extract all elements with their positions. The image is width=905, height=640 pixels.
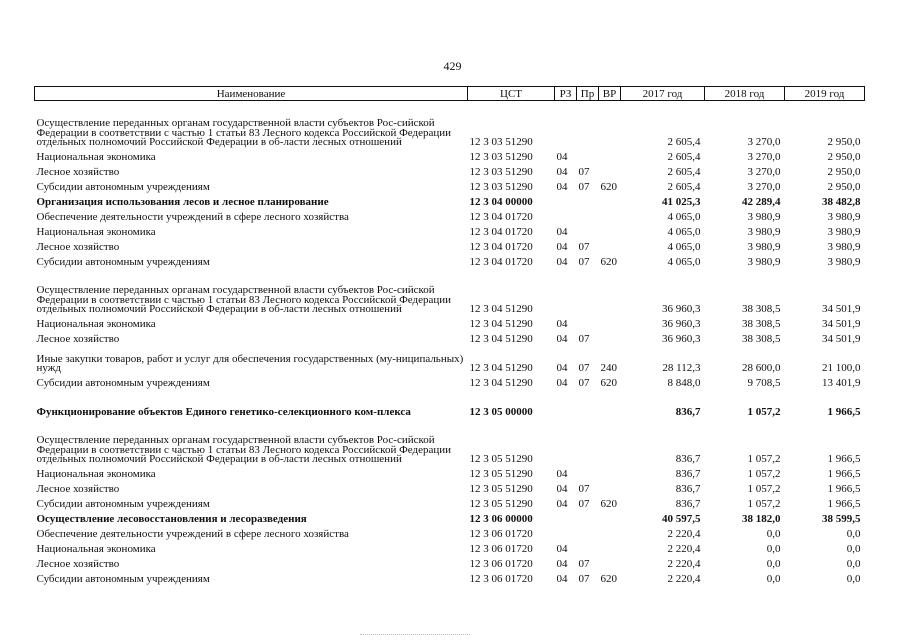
cell-pr <box>577 268 599 315</box>
cell-pr <box>577 540 599 555</box>
cell-value-2017: 36 960,3 <box>662 333 701 346</box>
table-row <box>35 148 865 163</box>
table-row <box>35 178 865 193</box>
cell-pr: 07 <box>578 333 590 346</box>
cell-value-2019: 3 980,9 <box>827 241 861 254</box>
table-row <box>35 223 865 238</box>
cell-value-2019: 0,0 <box>846 558 861 571</box>
cell-cst: 12 3 05 51290 <box>469 483 533 496</box>
cell-name: Иные закупки товаров, работ и услуг для обеспечения государственных (му-ниципальных) нужд <box>36 352 464 375</box>
cell-value-2019: 1 966,5 <box>827 468 861 481</box>
cell-cst: 12 3 05 51290 <box>469 498 533 511</box>
cell-value-2018: 9 708,5 <box>747 377 781 390</box>
cell-cst: 12 3 04 51290 <box>469 377 533 390</box>
cell-rz <box>555 193 577 208</box>
cell-vr <box>599 148 621 163</box>
cell-cst: 12 3 04 01720 <box>469 226 533 239</box>
cell-value-2017: 2 605,4 <box>667 136 701 149</box>
cell-vr <box>599 315 621 330</box>
cell-value-2017: 4 065,0 <box>667 226 701 239</box>
cell-pr: 07 <box>578 558 590 571</box>
cell-pr: 07 <box>578 377 590 390</box>
cell-name: Осуществление лесовосстановления и лесоразведения <box>36 513 307 526</box>
cell-rz: 04 <box>556 181 568 194</box>
cell-value-2017: 836,7 <box>675 406 701 419</box>
cell-pr: 07 <box>578 362 590 375</box>
budget-table <box>34 86 865 585</box>
col-header-2019: 2019 год <box>785 87 865 101</box>
cell-pr <box>577 101 599 149</box>
cell-rz: 04 <box>556 468 568 481</box>
cell-value-2019: 38 482,8 <box>822 196 861 209</box>
col-header-name: Наименование <box>35 87 468 101</box>
cell-cst: 12 3 06 01720 <box>469 573 533 586</box>
cell-name: Обеспечение деятельности учреждений в сфере лесного хозяйства <box>36 211 349 224</box>
cell-name: Функционирование объектов Единого генетико-селекционного ком-плекса <box>36 406 411 419</box>
cell-value-2017: 8 848,0 <box>667 377 701 390</box>
cell-rz <box>555 510 577 525</box>
cell-name: Национальная экономика <box>36 226 156 239</box>
cell-rz: 04 <box>556 483 568 496</box>
cell-cst: 12 3 03 51290 <box>469 151 533 164</box>
cell-vr: 620 <box>600 377 617 390</box>
cell-pr <box>577 465 599 480</box>
cell-value-2018: 38 182,0 <box>742 513 781 526</box>
cell-name: Осуществление переданных органам государственной власти субъектов Рос-сийской Федерации в соответствии с частью 1 статьи 83 Лесного кодекса Российской Федерации отдельных полномочий Российской Федерации в об-ласти лесных отношений <box>36 117 452 149</box>
cell-value-2018: 1 057,2 <box>747 483 781 496</box>
cell-name: Национальная экономика <box>36 543 156 556</box>
cell-value-2019: 3 980,9 <box>827 211 861 224</box>
cell-cst: 12 3 04 51290 <box>469 362 533 375</box>
cell-rz <box>555 101 577 149</box>
cell-rz <box>555 208 577 223</box>
table-row <box>35 268 865 315</box>
cell-value-2019: 1 966,5 <box>827 406 861 419</box>
table-row <box>35 540 865 555</box>
page-number: 429 <box>443 59 462 73</box>
cell-cst: 12 3 04 01720 <box>469 256 533 269</box>
cell-cst: 12 3 06 01720 <box>469 528 533 541</box>
cell-value-2018: 3 980,9 <box>747 256 781 269</box>
col-header-2017: 2017 год <box>621 87 705 101</box>
cell-value-2017: 2 220,4 <box>667 528 701 541</box>
cell-cst: 12 3 04 01720 <box>469 241 533 254</box>
cell-value-2019: 1 966,5 <box>827 453 861 466</box>
cell-value-2019: 2 950,0 <box>827 136 861 149</box>
cell-value-2017: 836,7 <box>675 483 701 496</box>
cell-value-2017: 40 597,5 <box>662 513 701 526</box>
cell-value-2018: 3 980,9 <box>747 241 781 254</box>
cell-name: Осуществление переданных органам государственной власти субъектов Рос-сийской Федерации в соответствии с частью 1 статьи 83 Лесного кодекса Российской Федерации отдельных полномочий Российской Федерации в об-ласти лесных отношений <box>36 434 452 466</box>
cell-vr <box>599 268 621 315</box>
col-header-pr: Пр <box>577 87 599 101</box>
table-header-row <box>35 87 865 101</box>
cell-value-2017: 28 112,3 <box>662 362 701 375</box>
cell-vr <box>599 465 621 480</box>
table-row <box>35 555 865 570</box>
table-row <box>35 495 865 510</box>
cell-vr: 620 <box>600 256 617 269</box>
cell-rz: 04 <box>556 256 568 269</box>
cell-value-2018: 1 057,2 <box>747 498 781 511</box>
cell-rz: 04 <box>556 166 568 179</box>
cell-pr: 07 <box>578 181 590 194</box>
cell-value-2019: 1 966,5 <box>827 483 861 496</box>
cell-value-2017: 836,7 <box>675 498 701 511</box>
cell-pr <box>577 208 599 223</box>
cell-rz <box>555 389 577 418</box>
cell-value-2018: 1 057,2 <box>747 453 781 466</box>
cell-value-2018: 1 057,2 <box>747 406 781 419</box>
cell-name: Лесное хозяйство <box>36 333 120 346</box>
cell-value-2017: 4 065,0 <box>667 211 701 224</box>
cell-vr <box>599 389 621 418</box>
cell-vr <box>599 163 621 178</box>
cell-value-2017: 4 065,0 <box>667 256 701 269</box>
table-body <box>35 101 865 586</box>
cell-value-2019: 0,0 <box>846 573 861 586</box>
cell-vr <box>599 223 621 238</box>
cell-pr <box>577 418 599 465</box>
cell-name: Лесное хозяйство <box>36 241 120 254</box>
cell-pr: 07 <box>578 241 590 254</box>
cell-rz: 04 <box>556 318 568 331</box>
cell-value-2019: 3 980,9 <box>827 226 861 239</box>
cell-vr <box>599 238 621 253</box>
table-row <box>35 480 865 495</box>
cell-value-2017: 2 605,4 <box>667 181 701 194</box>
cell-value-2019: 34 501,9 <box>822 303 861 316</box>
table-row <box>35 525 865 540</box>
cell-cst: 12 3 04 00000 <box>469 196 533 209</box>
cell-value-2018: 0,0 <box>766 573 781 586</box>
col-header-rz: РЗ <box>555 87 577 101</box>
cell-pr <box>577 315 599 330</box>
table-row <box>35 253 865 268</box>
cell-cst: 12 3 06 00000 <box>469 513 533 526</box>
cell-pr: 07 <box>578 498 590 511</box>
cell-value-2017: 836,7 <box>675 453 701 466</box>
cell-cst: 12 3 04 51290 <box>469 303 533 316</box>
cell-rz: 04 <box>556 498 568 511</box>
cell-vr: 240 <box>600 362 617 375</box>
cell-vr <box>599 555 621 570</box>
cell-name: Лесное хозяйство <box>36 483 120 496</box>
footer-divider <box>360 634 470 638</box>
table-row <box>35 238 865 253</box>
cell-rz: 04 <box>556 558 568 571</box>
cell-vr <box>599 480 621 495</box>
cell-name: Обеспечение деятельности учреждений в сфере лесного хозяйства <box>36 528 349 541</box>
cell-name: Организация использования лесов и лесное планирование <box>36 196 329 209</box>
cell-value-2018: 1 057,2 <box>747 468 781 481</box>
cell-cst: 12 3 04 01720 <box>469 211 533 224</box>
cell-value-2018: 3 270,0 <box>747 151 781 164</box>
col-header-cst: ЦСТ <box>468 87 555 101</box>
cell-vr <box>599 193 621 208</box>
cell-name: Осуществление переданных органам государственной власти субъектов Рос-сийской Федерации в соответствии с частью 1 статьи 83 Лесного кодекса Российской Федерации отдельных полномочий Российской Федерации в об-ласти лесных отношений <box>36 284 452 316</box>
table-row <box>35 345 865 374</box>
cell-value-2018: 0,0 <box>766 528 781 541</box>
cell-name: Субсидии автономным учреждениям <box>36 573 210 586</box>
cell-rz: 04 <box>556 362 568 375</box>
cell-value-2018: 3 980,9 <box>747 211 781 224</box>
cell-name: Субсидии автономным учреждениям <box>36 377 210 390</box>
table-row <box>35 389 865 418</box>
cell-name: Лесное хозяйство <box>36 558 120 571</box>
cell-vr <box>599 208 621 223</box>
cell-name: Лесное хозяйство <box>36 166 120 179</box>
cell-value-2019: 2 950,0 <box>827 181 861 194</box>
cell-name: Субсидии автономным учреждениям <box>36 498 210 511</box>
cell-value-2017: 836,7 <box>675 468 701 481</box>
table-row <box>35 570 865 585</box>
table-row <box>35 315 865 330</box>
cell-vr <box>599 330 621 345</box>
cell-vr: 620 <box>600 181 617 194</box>
cell-name: Национальная экономика <box>36 468 156 481</box>
cell-rz: 04 <box>556 151 568 164</box>
cell-cst: 12 3 04 51290 <box>469 318 533 331</box>
cell-value-2018: 0,0 <box>766 543 781 556</box>
cell-value-2017: 36 960,3 <box>662 318 701 331</box>
cell-pr: 07 <box>578 166 590 179</box>
cell-cst: 12 3 03 51290 <box>469 181 533 194</box>
cell-value-2018: 0,0 <box>766 558 781 571</box>
cell-vr: 620 <box>600 498 617 511</box>
cell-cst: 12 3 06 01720 <box>469 558 533 571</box>
cell-cst: 12 3 03 51290 <box>469 166 533 179</box>
cell-cst: 12 3 04 51290 <box>469 333 533 346</box>
col-header-2018: 2018 год <box>705 87 785 101</box>
cell-value-2018: 28 600,0 <box>742 362 781 375</box>
table-row <box>35 193 865 208</box>
cell-value-2018: 3 270,0 <box>747 181 781 194</box>
cell-value-2018: 38 308,5 <box>742 318 781 331</box>
cell-pr <box>577 525 599 540</box>
cell-value-2017: 2 220,4 <box>667 573 701 586</box>
cell-value-2017: 41 025,3 <box>662 196 701 209</box>
cell-value-2019: 34 501,9 <box>822 333 861 346</box>
cell-value-2019: 2 950,0 <box>827 151 861 164</box>
cell-value-2019: 3 980,9 <box>827 256 861 269</box>
cell-pr <box>577 148 599 163</box>
cell-vr <box>599 101 621 149</box>
cell-rz <box>555 525 577 540</box>
cell-value-2019: 0,0 <box>846 528 861 541</box>
table-row <box>35 418 865 465</box>
table-row <box>35 208 865 223</box>
table-row <box>35 163 865 178</box>
cell-value-2017: 2 220,4 <box>667 558 701 571</box>
cell-cst: 12 3 03 51290 <box>469 136 533 149</box>
cell-value-2017: 2 220,4 <box>667 543 701 556</box>
cell-pr <box>577 223 599 238</box>
table-row <box>35 101 865 149</box>
cell-value-2018: 3 270,0 <box>747 136 781 149</box>
cell-value-2019: 21 100,0 <box>822 362 861 375</box>
cell-value-2019: 34 501,9 <box>822 318 861 331</box>
cell-vr <box>599 418 621 465</box>
col-header-vr: ВР <box>599 87 621 101</box>
cell-name: Национальная экономика <box>36 318 156 331</box>
cell-vr <box>599 525 621 540</box>
cell-pr <box>577 193 599 208</box>
cell-name: Национальная экономика <box>36 151 156 164</box>
cell-value-2017: 2 605,4 <box>667 151 701 164</box>
table-row <box>35 510 865 525</box>
cell-vr <box>599 510 621 525</box>
cell-rz <box>555 418 577 465</box>
table-row <box>35 330 865 345</box>
cell-value-2019: 2 950,0 <box>827 166 861 179</box>
cell-vr <box>599 540 621 555</box>
cell-value-2018: 3 980,9 <box>747 226 781 239</box>
cell-value-2017: 36 960,3 <box>662 303 701 316</box>
cell-value-2019: 0,0 <box>846 543 861 556</box>
cell-value-2018: 42 289,4 <box>742 196 781 209</box>
cell-rz: 04 <box>556 573 568 586</box>
cell-rz: 04 <box>556 226 568 239</box>
cell-cst: 12 3 05 00000 <box>469 406 533 419</box>
cell-pr: 07 <box>578 483 590 496</box>
cell-rz: 04 <box>556 241 568 254</box>
cell-cst: 12 3 05 51290 <box>469 468 533 481</box>
cell-rz: 04 <box>556 543 568 556</box>
cell-rz: 04 <box>556 333 568 346</box>
cell-value-2019: 38 599,5 <box>822 513 861 526</box>
cell-value-2017: 4 065,0 <box>667 241 701 254</box>
cell-value-2019: 13 401,9 <box>822 377 861 390</box>
cell-value-2019: 1 966,5 <box>827 498 861 511</box>
cell-value-2018: 38 308,5 <box>742 333 781 346</box>
cell-pr: 07 <box>578 256 590 269</box>
cell-pr <box>577 510 599 525</box>
cell-name: Субсидии автономным учреждениям <box>36 256 210 269</box>
cell-value-2018: 38 308,5 <box>742 303 781 316</box>
cell-cst: 12 3 05 51290 <box>469 453 533 466</box>
cell-value-2017: 2 605,4 <box>667 166 701 179</box>
cell-value-2018: 3 270,0 <box>747 166 781 179</box>
cell-name: Субсидии автономным учреждениям <box>36 181 210 194</box>
cell-pr: 07 <box>578 573 590 586</box>
table-row <box>35 374 865 389</box>
cell-vr: 620 <box>600 573 617 586</box>
cell-rz: 04 <box>556 377 568 390</box>
table-row <box>35 465 865 480</box>
cell-rz <box>555 268 577 315</box>
cell-pr <box>577 389 599 418</box>
cell-cst: 12 3 06 01720 <box>469 543 533 556</box>
